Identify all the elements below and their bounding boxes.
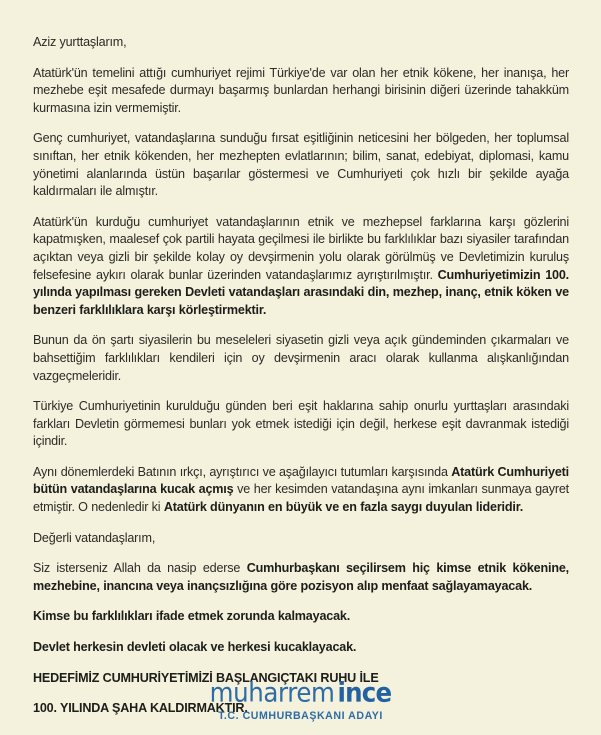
text-run: Siz isterseniz Allah da nasip ederse — [33, 561, 247, 576]
text-run: Atatürk'ün temelini attığı cumhuriyet rejimi Türkiye'de var olan her etnik kökene, her inanışa, her mezhebe eşit mesafede durmayı başarmış bunlardan herhangi birisinin diğeri üzerinde tahakküm kurmasına izin vermemiştir. — [33, 65, 569, 115]
paragraph-4 — [33, 332, 569, 385]
paragraph-7 — [33, 560, 569, 595]
text-run: ve her kesimden vatandaşına aynı imkanları sunmaya gayret etmiştir. O nedenledir ki — [33, 482, 569, 515]
text-run: Aynı dönemlerdeki Batının ırkçı, ayrıştırıcı ve aşağılayıcı tutumları karşısında — [33, 464, 452, 479]
text-run: Türkiye Cumhuriyetinin kurulduğu günden beri eşit haklarına sahip onurlu yurttaşları arasındaki farkları Devletin görmemesi bunları yok etmek istediği için değil, herkese eşit davranmak istediği içindir. — [33, 399, 569, 449]
text-run-bold: Kimse bu farklılıkları ifade etmek zorunda kalmayacak. — [33, 609, 351, 624]
paragraph-1 — [33, 65, 569, 118]
paragraph-5 — [33, 398, 569, 451]
paragraph-8 — [33, 608, 569, 626]
text-run-bold: 100. YILINDA ŞAHA KALDIRMAKTIR. — [33, 701, 248, 716]
text-run: Atatürk'ün kurduğu cumhuriyet vatandaşlarının etnik ve mezhepsel farklarına karşı gözlerini kapatmışken, maalesef çok partili hayata geçilmesi ile birlikte bu farklılıklar bazı siyasiler tarafından açıktan veya gizli bir şekilde kolay oy devşirmenin yolu olarak görülmüş ve Devletimizin kuruluş felsefesine aykırı olarak bunlar üzerinden vatandaşlarımız ayrıştırılmıştır. — [33, 214, 569, 282]
logo-last-name: ince — [337, 676, 392, 709]
paragraph-2 — [33, 130, 569, 200]
paragraph-3 — [33, 214, 569, 320]
paragraph-9 — [33, 639, 569, 657]
text-run-bold: Cumhuriyetimizin 100. yılında yapılması gereken Devleti vatandaşları arasındaki din, mezhep, inanç, etnik köken ve benzeri farklılıklara karşı körleştirmektir. — [33, 267, 569, 317]
text-run-bold: Atatürk dünyanın en büyük ve en fazla saygı duyulan lideridir. — [163, 500, 524, 515]
text-run: Bunun da ön şartı siyasilerin bu meseleleri siyasetin gizli veya açık gündeminden çıkarmaları ve bahsettiğim farklılıkları kendileri için oy devşirmenin aracı olarak kullanma alışkanlığından vazgeçmeleridir. — [33, 333, 569, 383]
document-body — [33, 34, 569, 731]
logo-first-name: muharrem — [209, 676, 335, 709]
text-run-bold: Devlet herkesin devleti olacak ve herkesi kucaklayacak. — [33, 640, 357, 655]
text-run-bold: Atatürk Cumhuriyeti bütün vatandaşlarına kucak açmış — [33, 464, 569, 497]
paragraph-6 — [33, 464, 569, 517]
salutation-2: Değerli vatandaşlarım, — [33, 530, 156, 545]
logo-subtitle: T.C. CUMHURBAŞKANI ADAYI — [218, 710, 383, 722]
text-run-bold: HEDEFİMİZ CUMHURİYETİMİZİ BAŞLANGIÇTAKI RUHU İLE — [33, 670, 379, 685]
salutation-1: Aziz yurttaşlarım, — [33, 35, 127, 49]
text-run: Genç cumhuriyet, vatandaşlarına sunduğu fırsat eşitliğinin neticesini her bölgeden, her toplumsal sınıftan, her etnik kökenden, her mezhepten evlatlarının; bilim, sanat, edebiyat, diplomasi, kamu yönetimi alanlarında üstün başarılar göstermesi ve Cumhuriyeti çok hızlı bir şekilde ayağa kaldırmaları ile almıştır. — [33, 131, 569, 199]
text-run-bold: Cumhurbaşkanı seçilirsem hiç kimse etnik kökenine, mezhebine, inancına veya inançsızlığına göre pozisyon alıp menfaat sağlayamayacak. — [33, 561, 569, 593]
